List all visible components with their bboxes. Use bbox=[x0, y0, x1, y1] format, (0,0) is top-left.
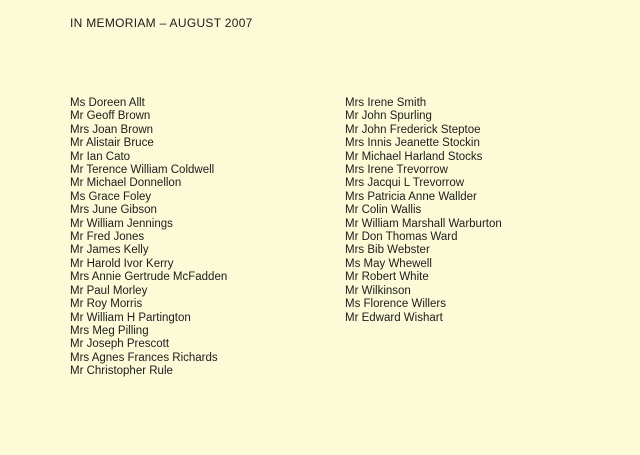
name-entry: Mr Fred Jones bbox=[70, 231, 145, 244]
memoriam-column-left bbox=[70, 97, 335, 379]
name-entry: Mrs Innis Jeanette Stockin bbox=[345, 137, 480, 150]
name-entry: Mr Alistair Bruce bbox=[70, 137, 154, 150]
name-entry: Mrs Meg Pilling bbox=[70, 324, 149, 337]
name-entry: Mrs Irene Trevorrow bbox=[345, 164, 448, 177]
name-entry: Mr Michael Donnellon bbox=[70, 177, 182, 190]
memoriam-column-right bbox=[345, 97, 610, 325]
name-entry: Mr John Spurling bbox=[345, 110, 432, 123]
name-entry: Mr Joseph Prescott bbox=[70, 338, 170, 351]
name-entry: Mr William Jennings bbox=[70, 217, 173, 230]
name-entry: Mr Wilkinson bbox=[345, 284, 411, 297]
name-entry: Mr Geoff Brown bbox=[70, 110, 151, 123]
name-entry: Ms Florence Willers bbox=[345, 298, 446, 311]
name-entry: Mrs Irene Smith bbox=[345, 97, 427, 109]
name-entry: Mr William Marshall Warburton bbox=[345, 217, 502, 230]
name-entry: Mrs Bib Webster bbox=[345, 244, 430, 257]
name-entry: Mrs Jacqui L Trevorrow bbox=[345, 177, 465, 190]
name-entry: Mr Ian Cato bbox=[70, 150, 131, 163]
name-entry: Ms Grace Foley bbox=[70, 190, 152, 203]
name-entry: Mrs Annie Gertrude McFadden bbox=[70, 271, 228, 284]
name-entry: Mrs Joan Brown bbox=[70, 123, 154, 136]
name-entry: Mr Harold Ivor Kerry bbox=[70, 257, 174, 270]
name-entry: Mr Don Thomas Ward bbox=[345, 231, 458, 244]
name-entry: Mr Robert White bbox=[345, 271, 429, 284]
name-entry: Mr Edward Wishart bbox=[345, 311, 443, 324]
name-entry: Mr James Kelly bbox=[70, 244, 149, 257]
name-entry: Mrs June Gibson bbox=[70, 204, 157, 217]
name-entry: Mr Paul Morley bbox=[70, 284, 148, 297]
name-entry: Mr Roy Morris bbox=[70, 298, 143, 311]
name-entry: Mr Christopher Rule bbox=[70, 365, 173, 378]
page-title: IN MEMORIAM – AUGUST 2007 bbox=[70, 16, 253, 30]
name-entry: Ms May Whewell bbox=[345, 257, 432, 270]
name-entry: Mr Michael Harland Stocks bbox=[345, 150, 483, 163]
name-entry: Mr Colin Wallis bbox=[345, 204, 422, 217]
name-entry: Mrs Patricia Anne Wallder bbox=[345, 190, 477, 203]
name-entry: Mr John Frederick Steptoe bbox=[345, 123, 481, 136]
name-entry: Mr Terence William Coldwell bbox=[70, 164, 215, 177]
name-entry: Mr William H Partington bbox=[70, 311, 191, 324]
name-entry: Ms Doreen Allt bbox=[70, 97, 145, 109]
name-entry: Mrs Agnes Frances Richards bbox=[70, 351, 218, 364]
